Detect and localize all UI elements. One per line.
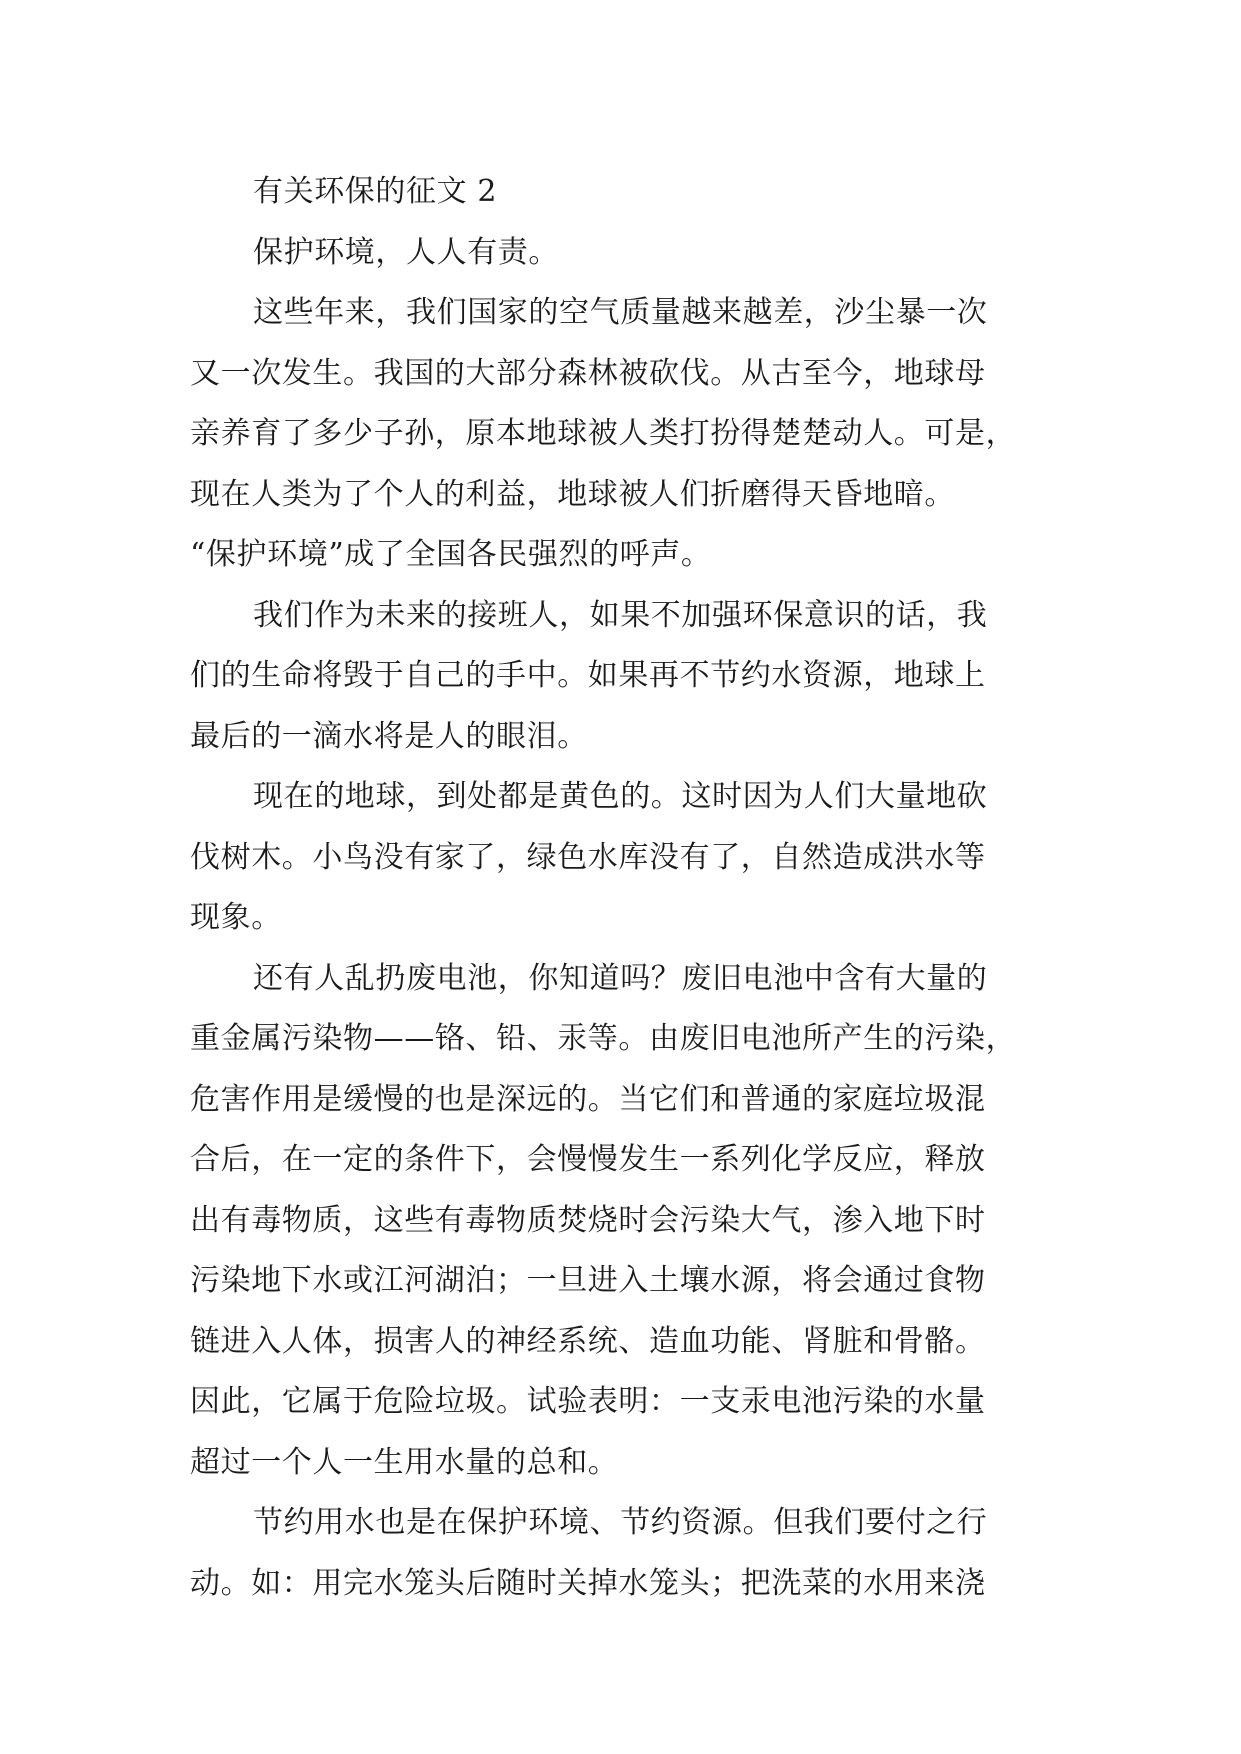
paragraph-line: 动。如：用完水笼头后随时关掉水笼头；把洗菜的水用来浇 — [190, 1565, 986, 1601]
paragraph-line: 重金属污染物——铬、铅、汞等。由废旧电池所产生的污染， — [190, 1021, 1017, 1056]
paragraph-line: “保护环境”成了全国各民强烈的呼声。 — [190, 537, 712, 572]
paragraph-line: 出有毒物质，这些有毒物质焚烧时会污染大气，渗入地下时 — [190, 1202, 986, 1238]
paragraph-line: 污染地下水或江河湖泊；一旦进入土壤水源，将会通过食物 — [190, 1263, 986, 1298]
paragraph-line: 现在人类为了个人的利益，地球被人们折磨得天昏地暗。 — [190, 476, 955, 512]
paragraph-line: 现象。 — [190, 900, 282, 935]
document-subtitle: 保护环境，人人有责。 — [253, 234, 559, 270]
paragraph-line: 因此，它属于危险垃圾。试验表明：一支汞电池污染的水量 — [190, 1384, 986, 1419]
paragraph-line: 现在的地球，到处都是黄色的。这时因为人们大量地砍 — [253, 779, 988, 814]
paragraph-line: 超过一个人一生用水量的总和。 — [190, 1444, 619, 1480]
paragraph-line: 节约用水也是在保护环境、节约资源。但我们要付之行 — [253, 1505, 988, 1540]
paragraph-line: 这些年来，我们国家的空气质量越来越差，沙尘暴一次 — [253, 295, 988, 330]
paragraph-line: 合后，在一定的条件下，会慢慢发生一系列化学反应，释放 — [190, 1142, 986, 1177]
document-title: 有关环保的征文 2 — [253, 174, 498, 209]
document-body — [190, 162, 1052, 1614]
paragraph-line: 链进入人体，损害人的神经系统、造血功能、肾脏和骨骼。 — [190, 1323, 986, 1359]
paragraph-line: 又一次发生。我国的大部分森林被砍伐。从古至今，地球母 — [190, 355, 986, 391]
paragraph-line: 还有人乱扔废电池，你知道吗？废旧电池中含有大量的 — [253, 960, 988, 996]
paragraph-line: 伐树木。小鸟没有家了，绿色水库没有了，自然造成洪水等 — [190, 839, 986, 875]
paragraph-line: 最后的一滴水将是人的眼泪。 — [190, 718, 588, 754]
paragraph-line: 们的生命将毁于自己的手中。如果再不节约水资源，地球上 — [190, 658, 986, 693]
paragraph-line: 亲养育了多少子孙，原本地球被人类打扮得楚楚动人。可是， — [190, 416, 1017, 451]
paragraph-line: 危害作用是缓慢的也是深远的。当它们和普通的家庭垃圾混 — [190, 1081, 986, 1117]
paragraph-line: 我们作为未来的接班人，如果不加强环保意识的话，我 — [253, 597, 988, 633]
